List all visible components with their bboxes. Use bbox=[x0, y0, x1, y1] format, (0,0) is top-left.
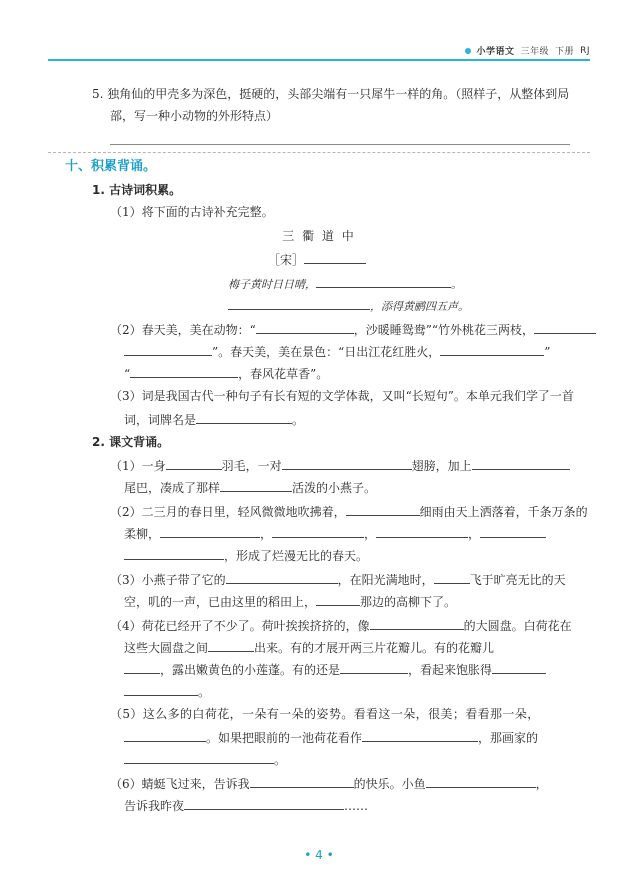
s2-blank-6[interactable] bbox=[124, 548, 224, 560]
s3-text-c: 飞于旷亮无比的天 bbox=[469, 573, 566, 587]
s2-text-b: 细雨由天上洒落着，千条万条的 bbox=[419, 505, 588, 519]
sub-2-text-e: “ bbox=[124, 367, 131, 381]
s6-text-e: …… bbox=[344, 799, 369, 813]
header-grade: 三年级 bbox=[520, 47, 550, 57]
sub-3-text-c: 。 bbox=[292, 413, 305, 427]
s5-blank-1[interactable] bbox=[124, 730, 206, 742]
q5-line-1: 5. 独角仙的甲壳多为深色，挺硬的，头部尖端有一只犀牛一样的角。（照样子，从整体到局 bbox=[92, 87, 570, 101]
s4-text-c: 这些大圆盘之间 bbox=[124, 641, 209, 655]
part-2-s5-line-1: （5）这么多的白荷花，一朵有一朵的姿势。看看这一朵，很美；看看那一朵， bbox=[110, 707, 540, 721]
bullet-dot-icon bbox=[465, 48, 471, 54]
s4-text-b: 的大圆盘。白荷花在 bbox=[463, 619, 572, 633]
s4-blank-1[interactable] bbox=[370, 618, 464, 630]
part-2-s3-line-1 bbox=[110, 572, 566, 586]
header-rule bbox=[48, 59, 590, 61]
poem-line-1-end: 。 bbox=[451, 278, 462, 291]
sub-2-text-f: ，春风花草香”。 bbox=[238, 367, 329, 381]
sub-2-text-c: ”。春天美，美在景色：“日出江花红胜火， bbox=[212, 345, 441, 359]
sub-2-blank-1[interactable] bbox=[256, 322, 354, 334]
section-divider bbox=[48, 152, 590, 153]
header-subject: 小学语文 bbox=[476, 47, 515, 57]
s3-text-a: （3）小燕子带了它的 bbox=[110, 573, 226, 587]
part-1-sub-2-line-3 bbox=[124, 366, 328, 380]
header-term: 下册 bbox=[555, 47, 575, 57]
s1-text-b: 羽毛，一对 bbox=[221, 459, 282, 473]
s2-blank-2[interactable] bbox=[160, 526, 260, 538]
s5-text-d: 。 bbox=[274, 753, 287, 767]
s2-blank-4[interactable] bbox=[376, 526, 468, 538]
s6-text-c: ， bbox=[535, 777, 548, 791]
part-1-sub-1: （1）将下面的古诗补充完整。 bbox=[110, 205, 274, 219]
part-2-s4-line-2 bbox=[124, 640, 494, 654]
part-2-s4-line-4 bbox=[124, 684, 210, 698]
sub-2-blank-2[interactable] bbox=[534, 322, 596, 334]
s2-blank-3[interactable] bbox=[272, 526, 364, 538]
s3-blank-3[interactable] bbox=[316, 594, 360, 606]
poem-dynasty-row bbox=[268, 252, 366, 266]
part-2-s6-line-2 bbox=[124, 798, 368, 812]
part-2-s5-line-2 bbox=[124, 730, 538, 744]
s4-text-g: 。 bbox=[198, 685, 211, 699]
s5-blank-2[interactable] bbox=[362, 730, 478, 742]
s1-blank-4[interactable] bbox=[220, 480, 292, 492]
sub-3-text-b: 词，词牌名是 bbox=[124, 413, 197, 427]
part-2-title: 2. 课文背诵。 bbox=[92, 435, 170, 449]
s3-blank-2[interactable] bbox=[434, 572, 470, 584]
s3-text-e: 那边的高柳下了。 bbox=[360, 595, 457, 609]
part-1-sub-2-line-1 bbox=[110, 322, 596, 336]
s1-blank-2[interactable] bbox=[282, 458, 412, 470]
page-number: • 4 • bbox=[304, 848, 334, 862]
s4-text-a: （4）荷花已经开了不少了。荷叶挨挨挤挤的，像 bbox=[110, 619, 370, 633]
part-2-s2-line-1 bbox=[110, 504, 588, 518]
part-2-s2-line-3 bbox=[124, 548, 368, 562]
s2-blank-1[interactable] bbox=[346, 504, 420, 516]
s4-blank-3[interactable] bbox=[124, 662, 160, 674]
s1-blank-3[interactable] bbox=[472, 458, 570, 470]
part-1-sub-3-line-2 bbox=[124, 412, 304, 426]
s1-text-a: （1）一身 bbox=[110, 459, 166, 473]
part-2-s4-line-1 bbox=[110, 618, 572, 632]
poem-line-2 bbox=[228, 298, 469, 312]
s2-blank-5[interactable] bbox=[480, 526, 546, 538]
s6-blank-2[interactable] bbox=[426, 776, 536, 788]
sub-2-blank-3[interactable] bbox=[124, 344, 212, 356]
s2-text-d: ，形成了烂漫无比的春天。 bbox=[224, 549, 369, 563]
part-2-s2-line-2: 柔柳， ， ， ， bbox=[124, 526, 546, 540]
poem-line-2-blank[interactable] bbox=[228, 298, 370, 310]
poem-dynasty: ［宋］ bbox=[268, 253, 305, 267]
s6-text-d: 告诉我昨夜 bbox=[124, 799, 185, 813]
s4-blank-6[interactable] bbox=[124, 684, 198, 696]
s6-text-b: 的快乐。小鱼 bbox=[353, 777, 426, 791]
part-2-s1-line-1 bbox=[110, 458, 570, 472]
poem-line-1-blank[interactable] bbox=[316, 276, 451, 288]
sub-3-blank[interactable] bbox=[196, 412, 292, 424]
part-2-s4-line-3 bbox=[124, 662, 546, 676]
part-1-sub-2-line-2 bbox=[124, 344, 550, 358]
poem-line-2-text: ，添得黄鹂四五声。 bbox=[370, 300, 469, 313]
s1-text-e: 活泼的小燕子。 bbox=[292, 481, 377, 495]
sub-2-blank-4[interactable] bbox=[440, 344, 544, 356]
s3-blank-1[interactable] bbox=[226, 572, 338, 584]
s4-blank-2[interactable] bbox=[208, 640, 254, 652]
s1-blank-1[interactable] bbox=[166, 458, 222, 470]
q5-answer-line[interactable] bbox=[110, 144, 570, 145]
header-edition: RJ bbox=[580, 45, 590, 56]
part-2-s6-line-1 bbox=[110, 776, 548, 790]
s4-text-e: ，露出嫩黄色的小莲蓬。有的还是 bbox=[160, 663, 341, 677]
poem-author-blank[interactable] bbox=[304, 252, 366, 264]
sub-2-text-d: ” bbox=[544, 345, 551, 359]
poem-line-1-text: 梅子黄时日日晴， bbox=[228, 278, 316, 291]
s4-blank-4[interactable] bbox=[340, 662, 408, 674]
s5-text-c: ，那画家的 bbox=[478, 731, 539, 745]
s4-text-d: 出来。有的才展开两三片花瓣儿。有的花瓣儿 bbox=[254, 641, 495, 655]
s2-text-a: （2）二三月的春日里，轻风微微地吹拂着， bbox=[110, 505, 346, 519]
s3-text-b: ，在阳光满地时， bbox=[337, 573, 434, 587]
s5-text-b: 。如果把眼前的一池荷花看作 bbox=[206, 731, 363, 745]
s4-blank-5[interactable] bbox=[492, 662, 546, 674]
section-10-title: 十、积累背诵。 bbox=[65, 159, 157, 174]
s6-blank-3[interactable] bbox=[184, 798, 344, 810]
poem-line-1 bbox=[228, 276, 462, 290]
s2-text-c: 柔柳， bbox=[124, 527, 161, 541]
s3-text-d: 空，叽的一声，已由这里的稻田上， bbox=[124, 595, 317, 609]
s4-text-f: ，看起来饱胀得 bbox=[408, 663, 493, 677]
s5-blank-3[interactable] bbox=[124, 752, 274, 764]
sub-2-text-a: （2）春天美，美在动物：“ bbox=[110, 323, 256, 337]
part-2-s5-line-3 bbox=[124, 752, 286, 766]
s1-text-c: 翅膀，加上 bbox=[411, 459, 472, 473]
page-header bbox=[465, 44, 590, 57]
s6-text-a: （6）蜻蜓飞过来，告诉我 bbox=[110, 777, 250, 791]
sub-2-text-b: ，沙暖睡鸳鸯”“竹外桃花三两枝， bbox=[353, 323, 535, 337]
s6-blank-1[interactable] bbox=[250, 776, 354, 788]
s1-text-d: 尾巴，凑成了那样 bbox=[124, 481, 221, 495]
poem-title: 三 衢 道 中 bbox=[282, 229, 356, 243]
q5-line-2: 部，写一种小动物的外形特点） bbox=[110, 109, 279, 123]
part-2-s3-line-2 bbox=[124, 594, 456, 608]
part-1-sub-3-line-1: （3）词是我国古代一种句子有长有短的文学体裁，又叫“长短句”。本单元我们学了一首 bbox=[110, 389, 574, 403]
sub-2-blank-5[interactable] bbox=[130, 366, 238, 378]
part-2-s1-line-2 bbox=[124, 480, 376, 494]
part-1-title: 1. 古诗词积累。 bbox=[92, 183, 182, 197]
